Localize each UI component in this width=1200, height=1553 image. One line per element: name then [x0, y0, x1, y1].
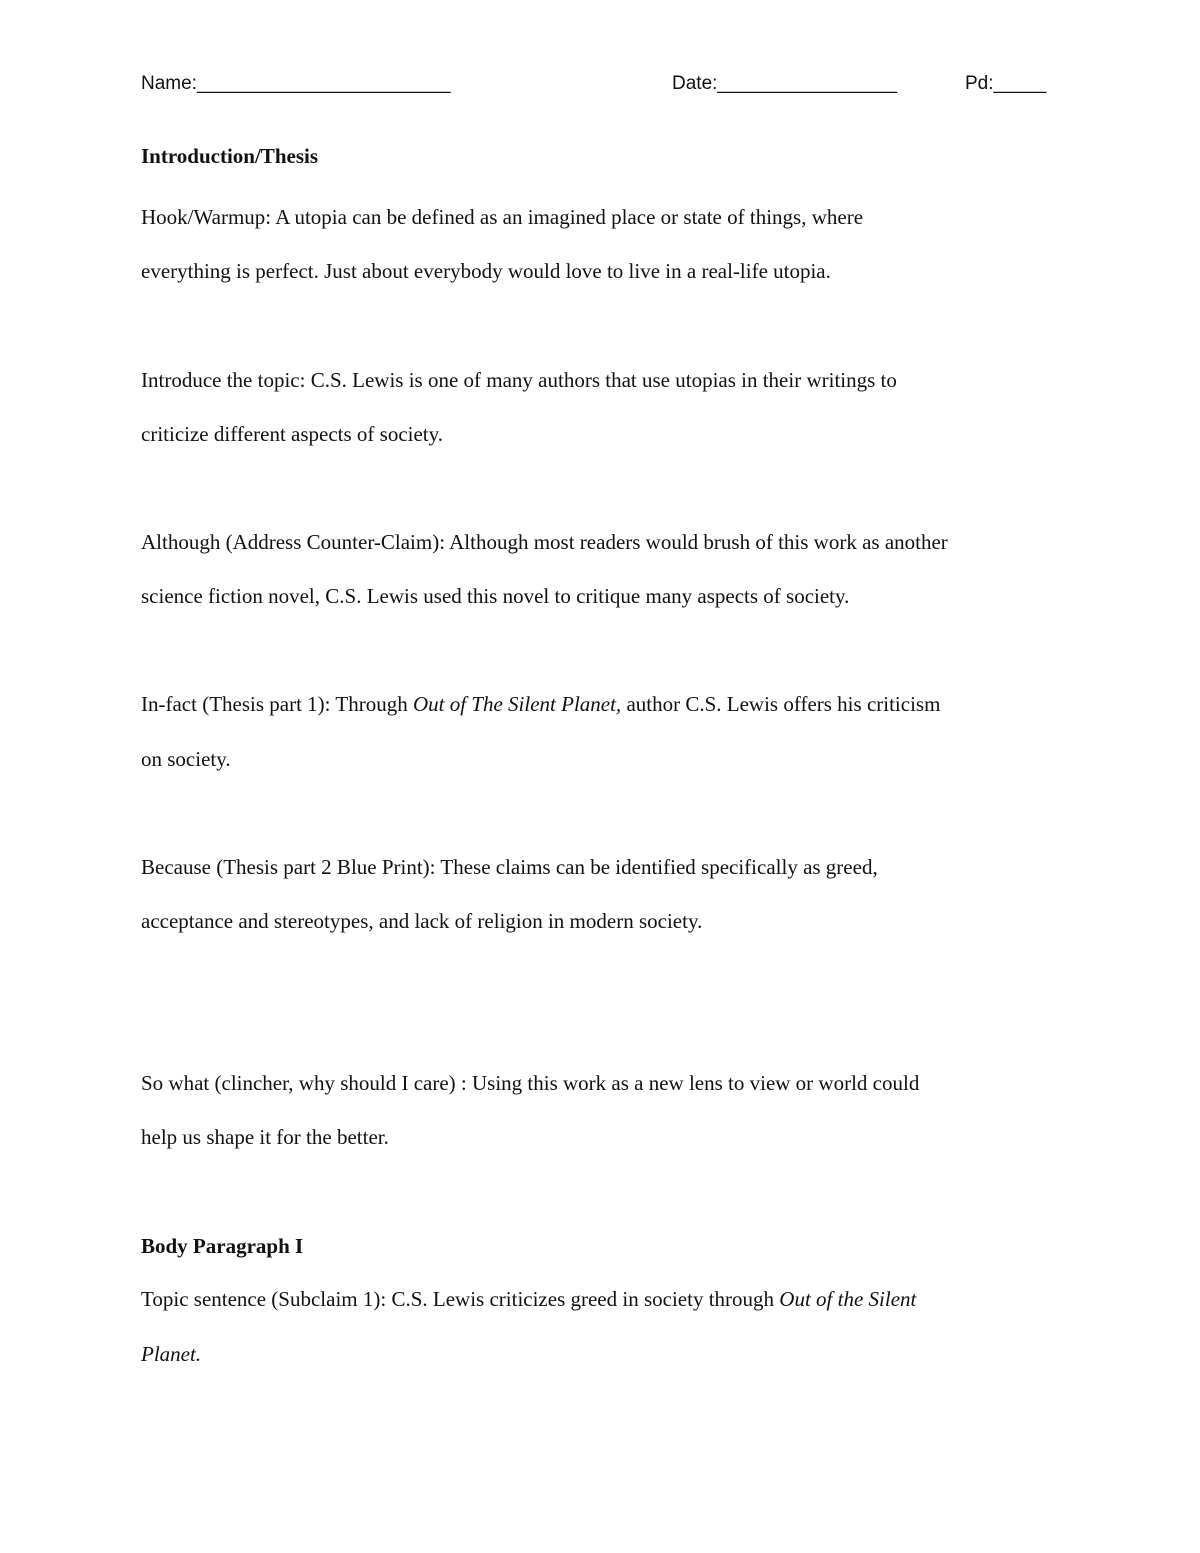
name-field-label: Name:________________________ — [141, 73, 451, 94]
infact-suffix: author C.S. Lewis offers his criticism — [621, 692, 941, 716]
topic-line-2: criticize different aspects of society. — [141, 422, 444, 446]
although-line-1: Although (Address Counter-Claim): Although most readers would brush of this work as another — [141, 530, 948, 554]
hook-line-2: everything is perfect. Just about everybody would love to live in a real-life utopia. — [141, 259, 831, 283]
because-line-2: acceptance and stereotypes, and lack of religion in modern society. — [141, 909, 703, 933]
body1-book-title: Out of the Silent — [779, 1287, 917, 1311]
sowhat-line-1: So what (clincher, why should I care) : Using this work as a new lens to view or world could — [141, 1071, 920, 1095]
because-line-1: Because (Thesis part 2 Blue Print): These claims can be identified specifically as greed, — [141, 855, 878, 879]
body1-topic-line-2 — [141, 1342, 201, 1367]
body1-heading: Body Paragraph I — [141, 1234, 304, 1258]
body1-topic-line-1 — [141, 1287, 916, 1312]
infact-prefix: In-fact (Thesis part 1): Through — [141, 692, 413, 716]
sowhat-line-2: help us shape it for the better. — [141, 1125, 389, 1149]
intro-heading: Introduction/Thesis — [141, 144, 318, 168]
date-field-label: Date:_________________ — [672, 73, 898, 94]
although-line-2: science fiction novel, C.S. Lewis used this novel to critique many aspects of society. — [141, 584, 850, 608]
infact-line-2: on society. — [141, 747, 231, 771]
period-field-label: Pd:_____ — [965, 73, 1047, 94]
topic-line-1: Introduce the topic: C.S. Lewis is one of many authors that use utopias in their writings to — [141, 368, 897, 392]
infact-book-title: Out of The Silent Planet, — [412, 692, 622, 716]
hook-line-1: Hook/Warmup: A utopia can be defined as an imagined place or state of things, where — [141, 205, 864, 229]
body1-book-title-end: Planet. — [141, 1342, 202, 1366]
body1-topic-prefix: Topic sentence (Subclaim 1): C.S. Lewis criticizes greed in society through — [141, 1287, 780, 1311]
infact-line-1 — [141, 692, 940, 717]
